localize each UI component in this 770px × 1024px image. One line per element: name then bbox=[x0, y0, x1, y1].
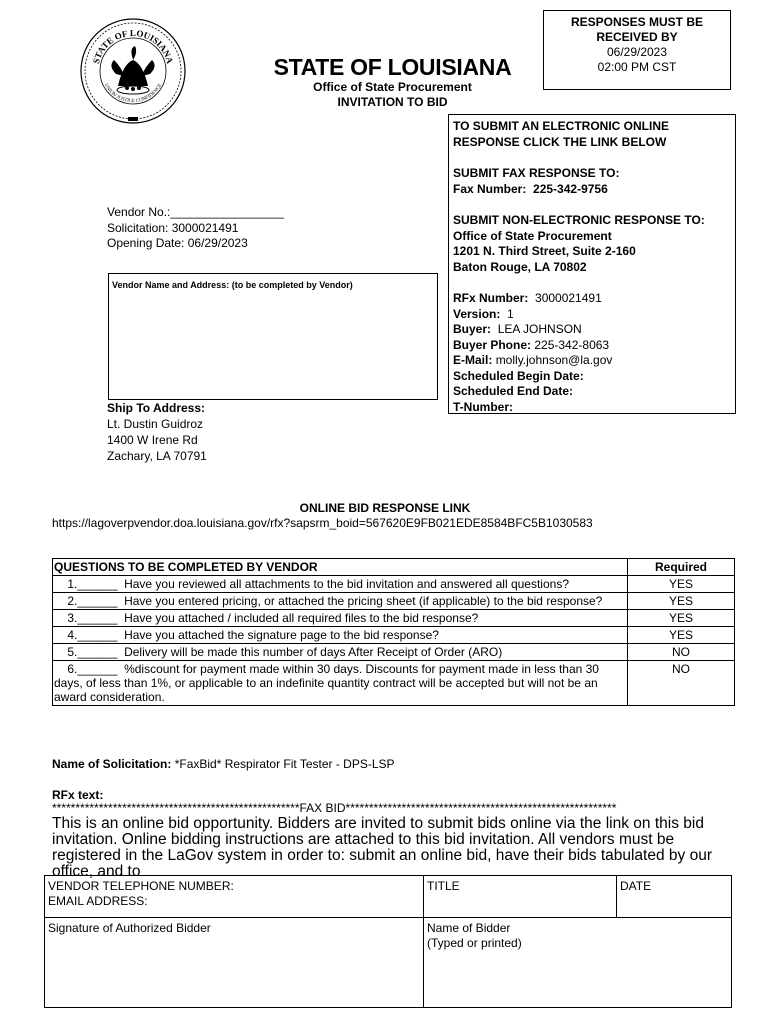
bidder-name-field[interactable] bbox=[424, 918, 732, 1008]
fax-label: Fax Number: bbox=[453, 181, 527, 196]
office-header bbox=[230, 80, 555, 110]
vendor-name-address-field[interactable] bbox=[108, 273, 438, 400]
document-type: INVITATION TO BID bbox=[337, 95, 448, 109]
rfx-text-body: This is an online bid opportunity. Bidders are invited to submit bids online via the link on this bid invitation. Online bidding instructions are attached to this bid invitation. All vendors must be registered in the LaGov system in order to: submit an online bid, have their bids tabulated by our office, and to bbox=[52, 815, 712, 880]
begin-date-label: Scheduled Begin Date: bbox=[453, 368, 584, 383]
ship-to-line3: Zachary, LA 70791 bbox=[107, 449, 207, 463]
question-text[interactable]: 6.______ %discount for payment made within 30 days. Discounts for payment made in less than 30 days, of less than 1%, or applicable to an indefinite quantity contract will be accepted but will not be an award consideration. bbox=[53, 661, 628, 706]
version-line bbox=[453, 307, 731, 323]
deadline-line1: RESPONSES MUST BE bbox=[570, 15, 704, 29]
seal-motto: UNION JUSTICE CONFIDENCE bbox=[102, 83, 164, 105]
question-text[interactable]: 1.______ Have you reviewed all attachments to the bid invitation and answered all questions? bbox=[53, 576, 628, 593]
date-field[interactable] bbox=[617, 876, 732, 918]
ship-to-title: Ship To Address: bbox=[107, 401, 206, 415]
ship-to-line2: 1400 W Irene Rd bbox=[107, 433, 198, 447]
vendor-info bbox=[107, 205, 284, 252]
question-required: YES bbox=[628, 627, 735, 644]
buyer-phone-value: 225-342-8063 bbox=[534, 337, 610, 352]
required-header: Required bbox=[628, 559, 735, 576]
solicitation-name-label: Name of Solicitation: bbox=[52, 757, 172, 771]
question-text[interactable]: 3.______ Have you attached / included all required files to the bid response? bbox=[53, 610, 628, 627]
fax-title: SUBMIT FAX RESPONSE TO: bbox=[453, 166, 620, 180]
questions-header: QUESTIONS TO BE COMPLETED BY VENDOR bbox=[53, 559, 628, 576]
submission-instructions-box bbox=[448, 114, 736, 414]
online-link-title: ONLINE BID RESPONSE LINK bbox=[299, 501, 471, 515]
questions-header-row bbox=[53, 559, 735, 576]
vendor-phone-label: VENDOR TELEPHONE NUMBER: bbox=[48, 879, 234, 893]
opening-date: Opening Date: 06/29/2023 bbox=[107, 236, 248, 250]
version-value: 1 bbox=[507, 306, 514, 321]
question-row bbox=[53, 610, 735, 627]
office-name: Office of State Procurement bbox=[313, 80, 472, 94]
email-line bbox=[453, 353, 731, 369]
buyer-line bbox=[453, 322, 731, 338]
signature-label: Signature of Authorized Bidder bbox=[48, 921, 211, 935]
fax-number: 225-342-9756 bbox=[533, 181, 608, 196]
ship-to-line1: Lt. Dustin Guidroz bbox=[107, 417, 204, 431]
question-row bbox=[53, 593, 735, 610]
vendor-name-box-label: Vendor Name and Address: (to be completed by Vendor) bbox=[112, 280, 353, 290]
end-date-label: Scheduled End Date: bbox=[453, 384, 574, 398]
solicitation-name-value: *FaxBid* Respirator Fit Tester - DPS-LSP bbox=[174, 757, 395, 771]
online-bid-link[interactable]: https://lagoverpvendor.doa.louisiana.gov/rfx?sapsrm_boid=567620E9FB021EDE8584BFC5B1030583 bbox=[52, 516, 593, 530]
seal-label: STATE OF LOUISIANA bbox=[90, 27, 176, 65]
email-value: molly.johnson@la.gov bbox=[495, 353, 613, 367]
rfx-number-label: RFx Number: bbox=[453, 291, 529, 305]
title-field[interactable] bbox=[424, 876, 617, 918]
deadline-time: 02:00 PM CST bbox=[597, 60, 677, 74]
question-row bbox=[53, 576, 735, 593]
solicitation-name bbox=[52, 757, 395, 771]
state-seal bbox=[78, 16, 188, 126]
buyer-phone-line bbox=[453, 338, 731, 354]
question-required: NO bbox=[628, 661, 735, 706]
page-title: STATE OF LOUISIANA bbox=[273, 54, 512, 80]
online-instruction-2: RESPONSE CLICK THE LINK BELOW bbox=[453, 134, 667, 149]
rfx-number-value: 3000021491 bbox=[535, 291, 602, 305]
question-text[interactable]: 4.______ Have you attached the signature page to the bid response? bbox=[53, 627, 628, 644]
fax-line bbox=[453, 182, 731, 198]
mail-address-1: Office of State Procurement bbox=[453, 228, 612, 243]
vendor-number: Vendor No.:_________________ bbox=[107, 205, 284, 219]
t-number-label: T-Number: bbox=[453, 399, 513, 414]
solicitation-number: Solicitation: 3000021491 bbox=[107, 220, 239, 235]
bidder-name-note: (Typed or printed) bbox=[427, 936, 522, 950]
question-row bbox=[53, 627, 735, 644]
signature-table bbox=[44, 875, 732, 1008]
email-label: E-Mail: bbox=[453, 353, 493, 367]
online-instruction-1: TO SUBMIT AN ELECTRONIC ONLINE bbox=[453, 119, 669, 133]
mail-address-3: Baton Rouge, LA 70802 bbox=[453, 259, 587, 274]
question-text[interactable]: 5.______ Delivery will be made this number of days After Receipt of Order (ARO) bbox=[53, 644, 628, 661]
signature-field[interactable] bbox=[45, 918, 424, 1008]
deadline-date: 06/29/2023 bbox=[606, 45, 668, 59]
vendor-questions-table bbox=[52, 558, 735, 706]
title-label: TITLE bbox=[427, 879, 460, 893]
response-deadline-box bbox=[543, 10, 731, 90]
rfx-number-line bbox=[453, 291, 731, 307]
deadline-line2: RECEIVED BY bbox=[596, 30, 678, 44]
ship-to-address bbox=[107, 400, 207, 464]
vendor-phone-email-field[interactable] bbox=[45, 876, 424, 918]
bidder-name-label: Name of Bidder bbox=[427, 921, 511, 935]
mail-address-2: 1201 N. Third Street, Suite 2-160 bbox=[453, 244, 636, 258]
question-required: YES bbox=[628, 576, 735, 593]
buyer-label: Buyer: bbox=[453, 322, 492, 336]
vendor-email-label: EMAIL ADDRESS: bbox=[48, 894, 148, 908]
question-required: YES bbox=[628, 610, 735, 627]
question-text[interactable]: 2.______ Have you entered pricing, or attached the pricing sheet (if applicable) to the bid response? bbox=[53, 593, 628, 610]
question-row bbox=[53, 661, 735, 706]
question-required: NO bbox=[628, 644, 735, 661]
mail-title: SUBMIT NON-ELECTRONIC RESPONSE TO: bbox=[453, 213, 705, 227]
rfx-text-label: RFx text: bbox=[52, 788, 104, 802]
version-label: Version: bbox=[453, 306, 501, 321]
buyer-value: LEA JOHNSON bbox=[497, 322, 582, 336]
date-label: DATE bbox=[620, 879, 652, 893]
buyer-phone-label: Buyer Phone: bbox=[453, 337, 532, 352]
question-row bbox=[53, 644, 735, 661]
question-required: YES bbox=[628, 593, 735, 610]
rfx-text-banner: *****************************************************FAX BID********************************************************** bbox=[52, 801, 617, 815]
